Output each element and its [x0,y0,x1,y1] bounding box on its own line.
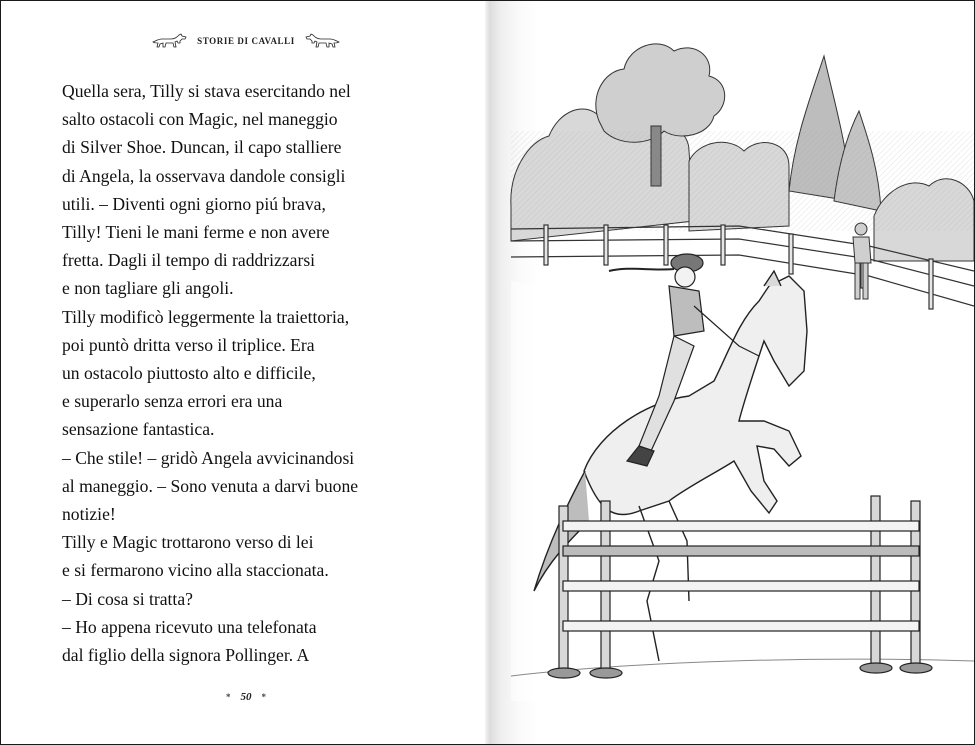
text-line: e si fermarono vicino alla staccionata. [62,560,329,581]
folio-ornament: * [261,692,266,702]
right-page [489,1,974,744]
text-line: fretta. Dagli il tempo di raddrizzarsi [62,250,316,271]
text-line: al maneggio. – Sono venuta a darvi buone [62,475,359,496]
text-line: di Angela, la osservava dandole consigli [62,165,346,186]
text-line: un ostacolo piuttosto alto e difficile, [62,363,316,384]
folio-ornament: * [226,692,231,702]
text-line: Tilly e Magic trottarono verso di lei [62,532,314,553]
horse-jumping-illustration [489,1,974,744]
horse-icon [303,33,341,49]
text-line: poi puntò dritta verso il triplice. Era [62,334,315,355]
text-line: salto ostacoli con Magic, nel maneggio [62,109,338,130]
body-text [62,77,422,669]
text-line: Quella sera, Tilly si stava esercitando nel [62,81,351,101]
text-line: e superarlo senza errori era una [62,391,283,412]
text-line: sensazione fantastica. [62,419,215,440]
text-line: – Che stile! – gridò Angela avvicinandosi [62,447,355,468]
text-line: Tilly! Tieni le mani ferme e non avere [62,222,330,243]
horse-icon [151,33,189,49]
running-title: STORIE DI CAVALLI [197,36,295,46]
text-line: – Ho appena ricevuto una telefonata [62,616,317,637]
page-folio [211,691,281,703]
text-line: dal figlio della signora Pollinger. A [62,645,310,666]
text-line: Tilly modificò leggermente la traiettoria, [62,306,350,327]
text-line: di Silver Shoe. Duncan, il capo stalliere [62,137,342,158]
left-page [1,1,489,744]
running-head [151,29,341,53]
text-line: e non tagliare gli angoli. [62,278,234,299]
text-line: notizie! [62,504,116,525]
text-line: – Di cosa si tratta? [62,588,193,609]
text-line: utili. – Diventi ogni giorno piú brava, [62,193,326,214]
page-number: 50 [240,691,252,703]
